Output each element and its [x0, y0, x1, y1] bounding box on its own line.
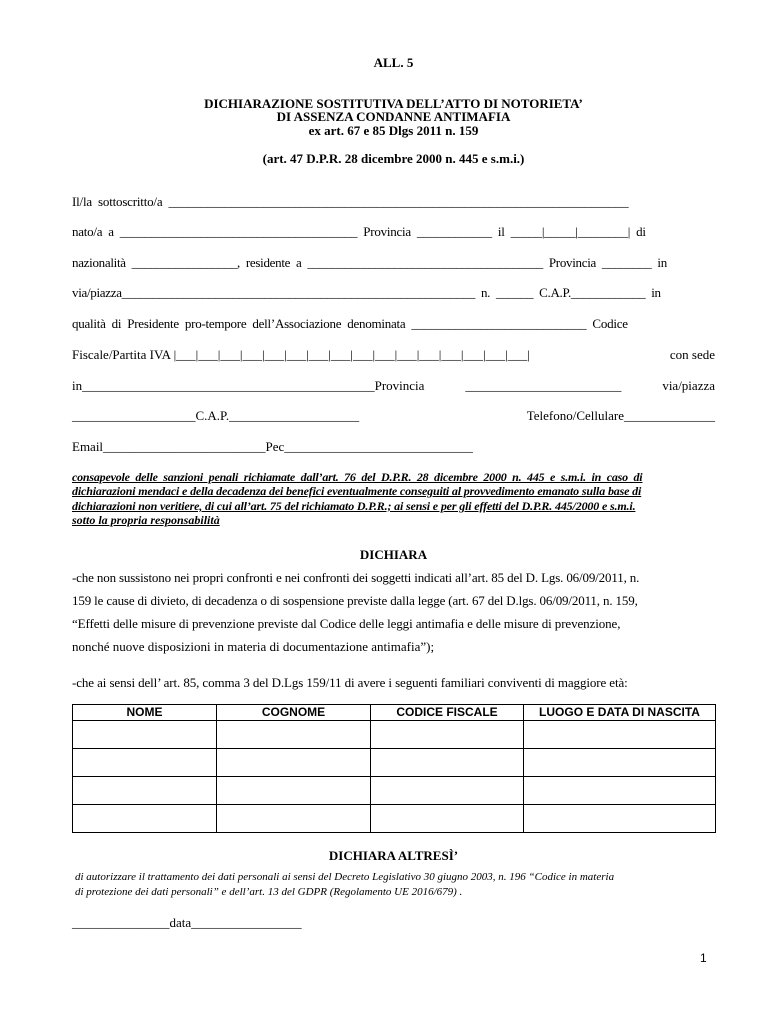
title-line-2: DI ASSENZA CONDANNE ANTIMAFIA: [276, 109, 511, 124]
form-line-address[interactable]: via/piazza_________________________________________________________ n. ______ C.A.P.____________ in: [72, 285, 661, 300]
title-line-3: ex art. 67 e 85 Dlgs 2011 n. 159: [308, 123, 479, 138]
date-line[interactable]: _______________data_________________: [72, 915, 302, 930]
table-cell[interactable]: [371, 749, 524, 777]
further-declaration-line-2: di protezione dei dati personali” e dell’art. 13 del GDPR (Regolamento UE 2016/679) .: [75, 886, 463, 898]
table-cell[interactable]: [73, 749, 217, 777]
table-cell[interactable]: [217, 749, 371, 777]
table-cell[interactable]: [371, 721, 524, 749]
table-cell[interactable]: [371, 805, 524, 833]
further-declaration-line-1: di autorizzare il trattamento dei dati personali ai sensi del Decreto Legislativo 30 giugno 2003, n. 196 “Codice in materia: [75, 871, 615, 883]
awareness-line-3: dichiarazioni non veritiere, di cui all’art. 75 del richiamato D.P.R.; ai sensi e per gli effetti del D.P.R. 445/2000 e s.m.i.: [72, 499, 636, 513]
family-members-table: [72, 704, 716, 833]
declaration-p1-line-1: -che non sussistono nei propri confronti e nei confronti dei soggetti indicati all’art. 85 del D. Lgs. 06/09/2011, n.: [72, 570, 640, 585]
table-cell[interactable]: [217, 805, 371, 833]
table-cell[interactable]: [371, 777, 524, 805]
form-line-seat[interactable]: [72, 379, 715, 392]
form-line-signatory[interactable]: Il/la sottoscritto/a _________________________________________________________________________: [72, 194, 629, 209]
page-number: 1: [700, 951, 707, 965]
header-codice-fiscale: CODICE FISCALE: [371, 705, 524, 721]
attachment-label: ALL. 5: [373, 55, 414, 70]
seat-label: con sede: [669, 347, 715, 362]
form-line-role[interactable]: qualità di Presidente pro-tempore dell’Associazione denominata ____________________________ Codice: [72, 316, 628, 331]
table-cell[interactable]: [524, 777, 716, 805]
phone-field[interactable]: Telefono/Cellulare______________: [526, 408, 715, 423]
table-cell[interactable]: [524, 749, 716, 777]
seat-street-label: via/piazza: [662, 378, 715, 393]
form-line-birth[interactable]: nato/a a ______________________________________ Provincia ____________ il _____|_____|________| di: [72, 224, 646, 239]
table-cell[interactable]: [73, 777, 217, 805]
form-line-email[interactable]: Email_________________________Pec_____________________________: [72, 439, 473, 454]
form-line-nationality[interactable]: nazionalità _________________, residente a ______________________________________ Provincia ________ in: [72, 255, 667, 270]
table-row: [73, 721, 716, 749]
header-nome: NOME: [73, 705, 217, 721]
seat-city-field[interactable]: in_____________________________________________Provincia: [72, 378, 425, 393]
table-cell[interactable]: [73, 805, 217, 833]
form-line-contact[interactable]: [72, 409, 715, 422]
header-cognome: COGNOME: [217, 705, 371, 721]
table-row: [73, 749, 716, 777]
table-cell[interactable]: [524, 805, 716, 833]
declaration-heading: DICHIARA: [359, 547, 428, 562]
table-cell[interactable]: [73, 721, 217, 749]
title-line-1: DICHIARAZIONE SOSTITUTIVA DELL’ATTO DI NOTORIETA’: [204, 96, 583, 111]
declaration-p1-line-3: “Effetti delle misure di prevenzione previste dal Codice delle leggi antimafia e delle misure di prevenzione,: [72, 616, 621, 631]
table-cell[interactable]: [524, 721, 716, 749]
table-row: [73, 805, 716, 833]
table-row: [73, 777, 716, 805]
header-luogo-data-nascita: LUOGO E DATA DI NASCITA: [524, 705, 716, 721]
cap-field[interactable]: ___________________C.A.P.____________________: [72, 408, 360, 423]
declaration-p1-line-4: nonché nuove disposizioni in materia di documentazione antimafia”);: [72, 639, 435, 654]
further-declaration-heading: DICHIARA ALTRESÌ’: [328, 848, 459, 863]
declaration-p2: -che ai sensi dell’ art. 85, comma 3 del D.Lgs 159/11 di avere i seguenti familiari conviventi di maggiore età:: [72, 675, 628, 690]
table-cell[interactable]: [217, 777, 371, 805]
subtitle: (art. 47 D.P.R. 28 dicembre 2000 n. 445 e s.m.i.): [262, 151, 525, 166]
declaration-p1-line-2: 159 le cause di divieto, di decadenza o di sospensione previste dalla legge (art. 67 del D.lgs. 06/09/2011, n. 159,: [72, 593, 638, 608]
awareness-line-4: sotto la propria responsabilità: [72, 513, 220, 527]
form-line-tax-code[interactable]: [72, 348, 715, 361]
awareness-line-2: dichiarazioni mendaci e della decadenza dei benefici eventualmente conseguiti al provvedimento emanato sulla base di: [72, 484, 642, 498]
tax-code-field[interactable]: Fiscale/Partita IVA |___|___|___|___|___|___|___|___|___|___|___|___|___|___|___|___|: [72, 347, 530, 362]
table-cell[interactable]: [217, 721, 371, 749]
seat-province-field[interactable]: ________________________: [465, 378, 622, 393]
table-header-row: [73, 705, 716, 721]
awareness-line-1: consapevole delle sanzioni penali richiamate dall’art. 76 del D.P.R. 28 dicembre 2000 n. 445 e s.m.i. in caso di: [72, 470, 643, 484]
